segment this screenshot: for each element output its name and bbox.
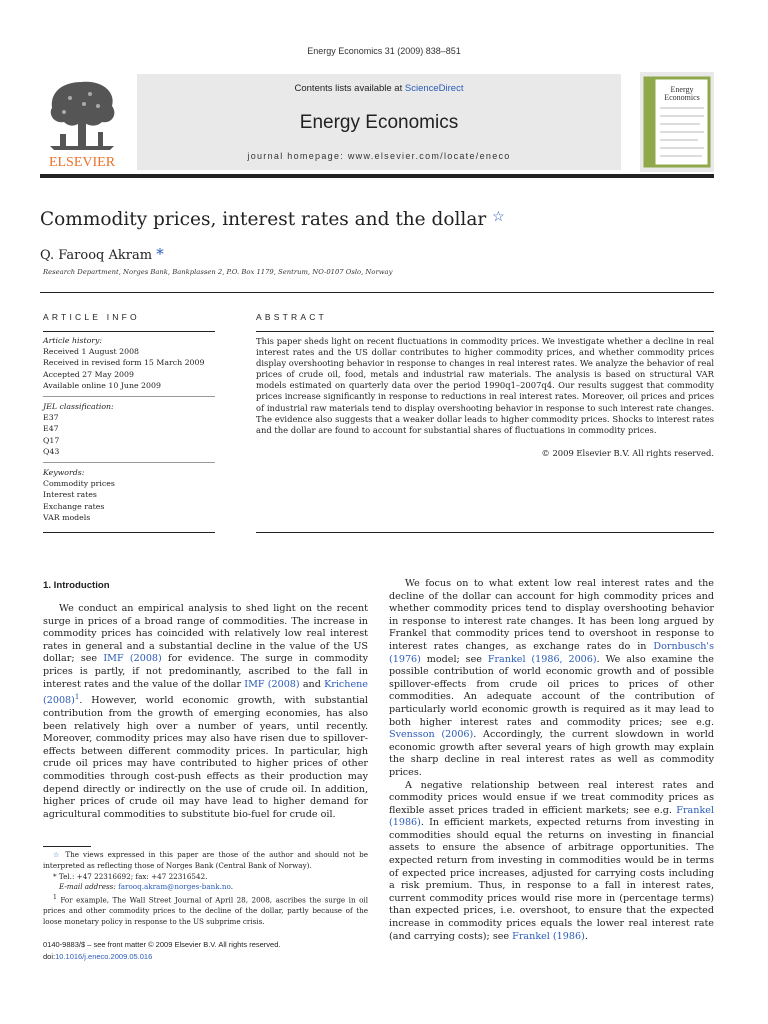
front-matter [43, 939, 280, 962]
text-run: We focus on to what extent low real interest rates and the decline of the dollar can account for high commodity prices and whether commodity prices tend to display overshooting behavior in response to interest rate changes. It has been long argued by Frankel that commodity prices tend to overshoot in response to interest rates changes, as exchange rates do in [389, 578, 714, 652]
jel-code: E47 [43, 424, 59, 434]
issn-line: 0140-9883/$ – see front matter © 2009 Elsevier B.V. All rights reserved. [43, 940, 281, 949]
author-affiliation: Research Department, Norges Bank, Bankplassen 2, P.O. Box 1179, Sentrum, NO-0107 Oslo, Norway [43, 268, 393, 276]
text-run: . [584, 930, 588, 942]
text-run: model; see [420, 653, 488, 665]
sciencedirect-link[interactable]: ScienceDirect [404, 83, 464, 94]
text-run: A negative relationship between real interest rates and commodity prices would ensue if we treat commodity prices as flexible asset prices traded in efficient markets; see e.g. [389, 779, 714, 816]
footnote [43, 850, 368, 872]
citation-link[interactable]: Frankel (1986) [512, 930, 585, 942]
paragraph [43, 603, 368, 821]
info-divider [43, 396, 215, 397]
journal-masthead [40, 72, 714, 172]
header-rule [40, 292, 714, 293]
paragraph [389, 780, 714, 944]
keywords-label: Keywords: [43, 468, 85, 478]
keyword: VAR models [43, 512, 91, 522]
article-info [43, 335, 215, 523]
citation-link[interactable]: Frankel (1986, 2006) [487, 653, 597, 665]
author-line [40, 245, 164, 263]
article-info-bottom-rule [43, 532, 215, 533]
footnote [43, 872, 368, 883]
footnote-marker[interactable]: 1 [74, 693, 80, 702]
citation-link[interactable]: Frankel (1986) [389, 804, 714, 829]
citation-link[interactable]: Svensson (2006) [389, 729, 474, 741]
journal-reference: Energy Economics 31 (2009) 838–851 [307, 46, 461, 56]
journal-cover-thumbnail [640, 72, 714, 172]
title-footnote-marker[interactable]: ☆ [492, 209, 505, 225]
history-item: Available online 10 June 2009 [43, 380, 161, 390]
contents-line [137, 83, 621, 94]
footnote-text: Tel.: +47 22316692; fax: +47 22316542. [58, 871, 208, 881]
history-item: Received in revised form 15 March 2009 [43, 358, 205, 368]
elsevier-wordmark: ELSEVIER [48, 155, 116, 170]
citation-link[interactable]: Krichene (2008) [43, 678, 368, 707]
journal-name: Energy Economics [299, 112, 459, 133]
jel-code: E37 [43, 413, 59, 423]
paragraph [389, 578, 714, 780]
body-column-left [43, 603, 368, 821]
author-name: Q. Farooq Akram [40, 248, 153, 263]
text-run: for evidence. The surge in commodity prices is partly, if not predominantly, ascribed to the fall in interest rates and the value of the dollar [43, 653, 368, 690]
history-item: Received 1 August 2008 [43, 347, 140, 357]
footnote-text: For example, The Wall Street Journal of April 28, 2008, ascribes the surge in oil prices and other commodity prices to the decline of the dollar, partly because of the loose monetary policy in response to the US subprime crisis. [43, 895, 368, 927]
footnote-text: The views expressed in this paper are those of the author and should not be interpreted as reflecting those of Norges Bank (Central Bank of Norway). [43, 850, 368, 870]
elsevier-tree-icon [40, 74, 124, 170]
text-run: . However, world economic growth, with substantial contribution from the growth of emerging economies, has also been relatively high over a number of years, until recently. Moreover, commodity prices may also have risen due to spillover-effects between different commodity prices. In particular, high crude oil prices may have contributed to higher prices of other commodities through cost-push effects as their production may depend directly or indirectly on the use of crude oil. In addition, higher prices of crude oil may have lead to higher demand for agricultural commodities to substitute bio-fuel for crude oil. [43, 695, 368, 820]
jel-label: JEL classification: [43, 402, 114, 412]
citation-link[interactable]: IMF (2008) [103, 653, 162, 665]
footnote [43, 893, 368, 928]
text-run: . We also examine the possible contribution of world economic growth and of possible spillover-effects from crude oil prices to prices of other commodities. An adequate account of the contribution of particularly world economic growth is required as it may lead to both higher interest rates and commodity prices; see e.g. [389, 653, 714, 728]
abstract-text: This paper sheds light on recent fluctuations in commodity prices. We investigate whether a decline in real interest rates and the US dollar contributes to higher commodity prices, and whether commodity prices display overshooting behavior in response to changes in real interest rates. We analyze the behavior of real prices of crude oil, food, metals and industrial raw materials. The analysis is based on structural VAR models estimated on quarterly data over the period 1990q1–2007q4. Our results suggest that commodity prices increase significantly in response to reductions in real interest rates. Moreover, oil prices and prices of industrial raw materials tend to display overshooting behavior in response to such interest rate changes. The evidence also suggests that a weaker dollar leads to higher commodity prices. Shocks to interest rates and the dollar are found to account for substantial shares of fluctuations in commodity prices. [256, 336, 714, 435]
history-label: Article history: [43, 336, 103, 345]
journal-homepage[interactable]: journal homepage: www.elsevier.com/locate/eneco [247, 151, 511, 161]
text-run: and [299, 678, 325, 690]
footnote-number: 1 [53, 894, 57, 902]
doi-link[interactable]: 10.1016/j.eneco.2009.05.016 [55, 951, 153, 961]
masthead-rule [40, 174, 714, 178]
journal-band [137, 74, 621, 170]
doi-label: doi: [43, 951, 56, 961]
article-title-text: Commodity prices, interest rates and the dollar [40, 209, 487, 230]
abstract-rule [256, 331, 714, 332]
article-info-heading: ARTICLE INFO [43, 312, 140, 322]
footnote: E-mail address: farooq.akram@norges-bank.no. [59, 882, 233, 892]
doi-line [43, 951, 280, 963]
abstract-bottom-rule [256, 532, 714, 533]
jel-code: Q17 [43, 435, 60, 445]
abstract-heading: ABSTRACT [256, 312, 327, 322]
jel-code: Q43 [43, 446, 60, 456]
contents-prefix: Contents lists available at [294, 83, 405, 94]
history-item: Accepted 27 May 2009 [43, 369, 134, 379]
journal-cover [640, 72, 714, 172]
section-heading: 1. Introduction [43, 580, 110, 591]
keyword: Exchange rates [43, 501, 105, 511]
keyword: Interest rates [43, 490, 97, 500]
text-run: . In efficient markets, expected returns from investing in commodities should equal the returns on investing in financial assets to ensure the absence of arbitrage opportunities. The expected return from investing in commodities would be in terms of expected price increases, adjusted for carrying costs including a risk premium. Thus, in response to a fall in interest rates, current commodity prices would rise more in (percentage terms) than expected prices, i.e. overshoot, to ensure that the expected increase in commodity prices equals the lower real interest rate (and carrying costs); see [389, 817, 714, 942]
article-title [40, 209, 505, 230]
email-link[interactable]: farooq.akram@norges-bank.no [118, 882, 231, 892]
email-label: E-mail address: [59, 882, 119, 892]
abstract-copyright: © 2009 Elsevier B.V. All rights reserved. [541, 448, 714, 458]
text-run: . Accordingly, the current slowdown in world economic growth after several years of high growth may explain the sharp decline in real interest rates as well as commodity prices. [389, 729, 714, 778]
elsevier-logo [40, 74, 124, 170]
footnotes [43, 850, 368, 928]
citation-link[interactable]: Dornbusch's (1976) [389, 640, 714, 665]
cover-title-line1: Energy [670, 85, 694, 94]
article-info-rule [43, 331, 215, 332]
body-column-right [389, 578, 714, 943]
author-footnote-marker[interactable]: * [156, 245, 164, 263]
footnote-asterisk-marker: * [53, 871, 57, 881]
keyword: Commodity prices [43, 479, 115, 489]
citation-link[interactable]: IMF (2008) [244, 678, 300, 690]
info-divider [43, 462, 215, 463]
text-run: We conduct an empirical analysis to shed light on the recent surge in prices of a broad range of commodities. The increase in commodity prices has coincided with relatively low real interest rates in general and a substantial decline in the value of the US dollar; see [43, 603, 368, 665]
footnote-star-marker: ☆ [53, 850, 62, 859]
cover-title-line2: Economics [664, 93, 700, 102]
footnote-rule [43, 846, 91, 847]
